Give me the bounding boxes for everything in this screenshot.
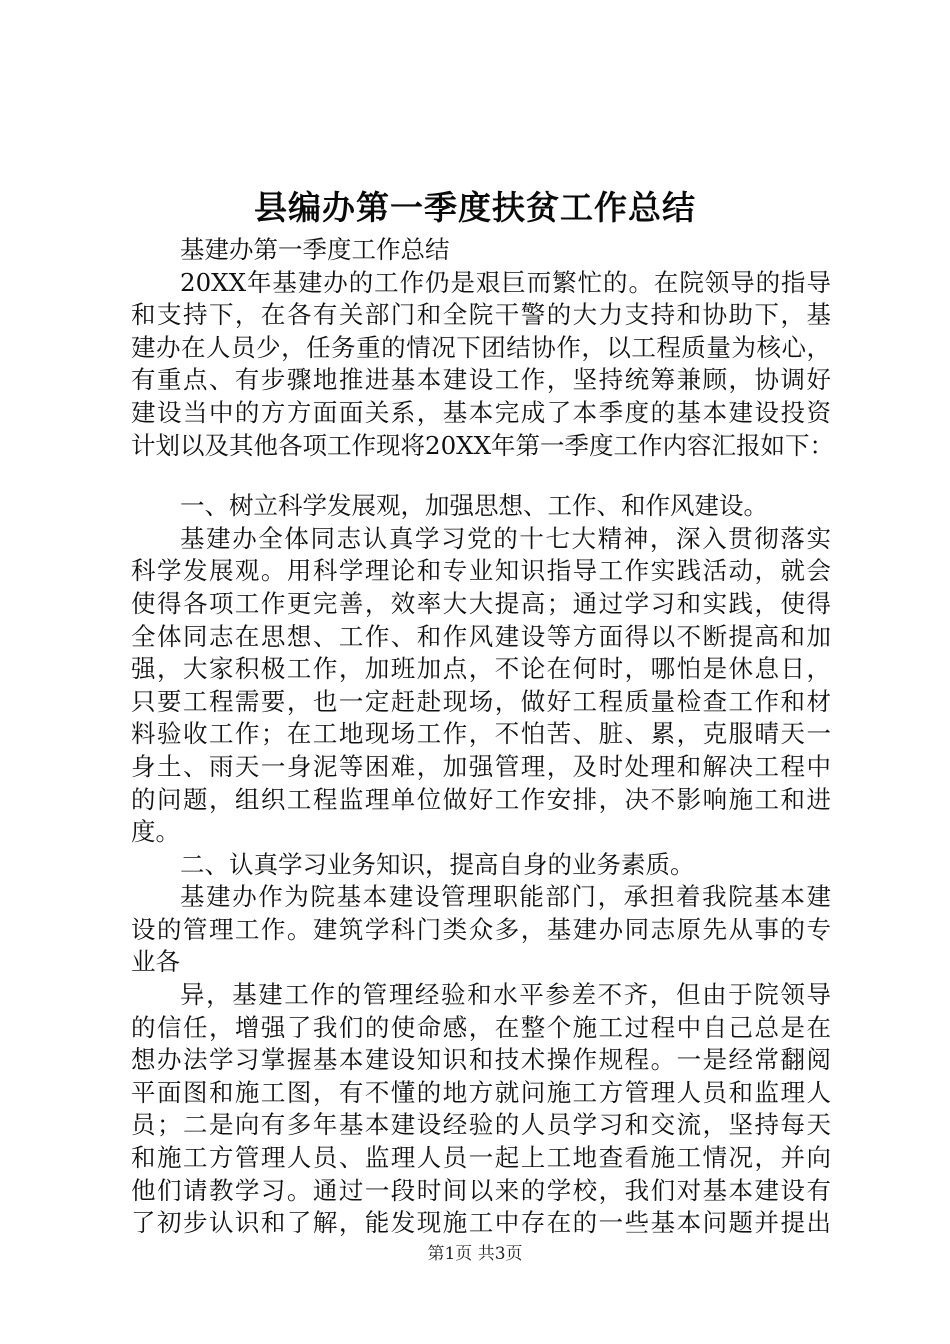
text-line: 计划以及其他各项工作现将20XX年第一季度工作内容汇报如下：: [131, 430, 835, 460]
text-line: 员；二是向有多年基本建设经验的人员学习和交流，坚持每天: [131, 1110, 831, 1140]
text-line: 有重点、有步骤地推进基本建设工作，坚持统筹兼顾，协调好: [131, 365, 831, 395]
text-line: 二、认真学习业务知识，提高自身的业务素质。: [180, 849, 695, 879]
text-line: 的问题，组织工程监理单位做好工作安排，决不影响施工和进: [131, 784, 831, 814]
text-line: 基建办全体同志认真学习党的十七大精神，深入贯彻落实: [180, 523, 831, 553]
text-line: 科学发展观。用科学理论和专业知识指导工作实践活动，就会: [131, 556, 831, 586]
text-line: 他们请教学习。通过一段时间以来的学校，我们对基本建设有: [131, 1175, 831, 1205]
text-line: 建办在人员少，任务重的情况下团结协作，以工程质量为核心，: [131, 332, 831, 362]
text-line: 异，基建工作的管理经验和水平参差不齐，但由于院领导: [180, 980, 831, 1010]
text-line: 料验收工作；在工地现场工作，不怕苦、脏、累，克服晴天一: [131, 719, 831, 749]
text-line: 设的管理工作。建筑学科门类众多，基建办同志原先从事的专: [131, 914, 831, 944]
text-line: 了初步认识和了解，能发现施工中存在的一些基本问题并提出: [131, 1208, 831, 1238]
text-line: 业各: [131, 947, 180, 977]
text-line: 只要工程需要，也一定赶赴现场，做好工程质量检查工作和材: [131, 686, 831, 716]
text-line: 和施工方管理人员、监理人员一起上工地查看施工情况，并向: [131, 1143, 831, 1173]
document-title: 县编办第一季度扶贫工作总结: [254, 188, 696, 227]
text-line: 强，大家积极工作，加班加点，不论在何时，哪怕是休息日，: [131, 654, 831, 684]
text-line: 20XX年基建办的工作仍是艰巨而繁忙的。在院领导的指导: [180, 267, 831, 297]
text-line: 一、树立科学发展观，加强思想、工作、和作风建设。: [180, 491, 768, 521]
text-line: 平面图和施工图，有不懂的地方就问施工方管理人员和监理人: [131, 1077, 831, 1107]
paragraph-gap: [131, 462, 831, 490]
document-body: [131, 234, 835, 1240]
text-line: 和支持下，在各有关部门和全院干警的大力支持和协助下，基: [131, 300, 831, 330]
text-line: 使得各项工作更完善，效率大大提高；通过学习和实践，使得: [131, 588, 831, 618]
text-line: 的信任，增强了我们的使命感，在整个施工过程中自己总是在: [131, 1012, 831, 1042]
text-line: 建设当中的方方面面关系，基本完成了本季度的基本建设投资: [131, 397, 831, 427]
text-line: 全体同志在思想、工作、和作风建设等方面得以不断提高和加: [131, 621, 831, 651]
text-line: 身土、雨天一身泥等困难，加强管理，及时处理和解决工程中: [131, 751, 831, 781]
text-line: 基建办作为院基本建设管理职能部门，承担着我院基本建: [180, 882, 831, 912]
text-line: 想办法学习掌握基本建设知识和技术操作规程。一是经常翻阅: [131, 1045, 831, 1075]
text-line: 基建办第一季度工作总结: [180, 235, 450, 264]
page-footer: 第1页 共3页: [427, 1244, 523, 1264]
text-line: 度。: [131, 817, 180, 847]
